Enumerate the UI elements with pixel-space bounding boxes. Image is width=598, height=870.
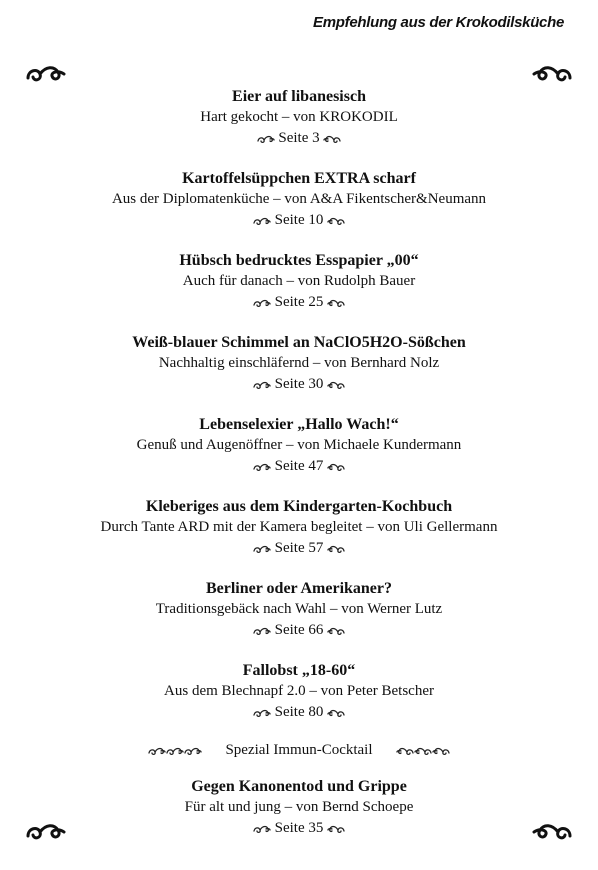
recipe-title: Eier auf libanesisch — [232, 88, 366, 105]
small-swirl-icon — [327, 626, 345, 636]
recipe-subtitle: Aus der Diplomatenküche – von A&A Fikentscher&Neumann — [111, 191, 487, 207]
page-number: Seite 47 — [274, 458, 324, 474]
recipe-entry-final — [0, 776, 598, 839]
small-swirl-icon — [327, 462, 345, 472]
small-swirl-icon — [323, 134, 341, 144]
page-number: Seite 25 — [274, 294, 324, 310]
small-swirl-icon — [253, 298, 271, 308]
recipe-subtitle: Hart gekocht – von KROKODIL — [200, 109, 398, 125]
page-number: Seite 66 — [274, 622, 324, 638]
page-number: Seite 3 — [278, 130, 320, 146]
small-swirl-icon — [253, 216, 271, 226]
page-number: Seite 30 — [274, 376, 324, 392]
page-reference — [0, 374, 598, 395]
page-reference — [0, 128, 598, 149]
page-number: Seite 35 — [274, 820, 324, 836]
recipe-subtitle: Auch für danach – von Rudolph Bauer — [182, 273, 416, 289]
small-swirl-icon — [184, 746, 202, 756]
recipe-title: Gegen Kanonentod und Grippe — [191, 778, 407, 795]
small-swirl-icon — [166, 746, 184, 756]
swirl-ornament-icon — [530, 62, 574, 86]
page-number: Seite 80 — [274, 704, 324, 720]
page-reference — [0, 818, 598, 839]
recipe-subtitle: Für alt und jung – von Bernd Schoepe — [184, 799, 414, 815]
recipe-entry — [0, 414, 598, 496]
small-swirl-icon — [253, 626, 271, 636]
recipe-entry — [0, 578, 598, 660]
small-swirl-icon — [414, 746, 432, 756]
recipe-title: Kleberiges aus dem Kindergarten-Kochbuch — [145, 498, 453, 515]
recipe-subtitle: Aus dem Blechnapf 2.0 – von Peter Betscher — [164, 683, 434, 699]
recipe-subtitle: Durch Tante ARD mit der Kamera begleitet – von Uli Gellermann — [100, 519, 498, 535]
small-swirl-icon — [327, 380, 345, 390]
page-number: Seite 10 — [274, 212, 324, 228]
recipe-entry — [0, 496, 598, 578]
recipe-title: Berliner oder Amerikaner? — [205, 580, 393, 597]
recipe-title: Kartoffelsüppchen EXTRA scharf — [182, 170, 416, 187]
page-reference — [0, 620, 598, 641]
small-swirl-icon — [396, 746, 414, 756]
page-reference — [0, 538, 598, 559]
page-reference — [0, 456, 598, 477]
recipe-entry — [0, 168, 598, 250]
small-swirl-icon — [148, 746, 166, 756]
small-swirl-icon — [327, 544, 345, 554]
small-swirl-icon — [253, 544, 271, 554]
special-section-heading — [0, 740, 598, 761]
small-swirl-icon — [253, 824, 271, 834]
recipe-entry — [0, 660, 598, 742]
small-swirl-icon — [327, 708, 345, 718]
swirl-ornament-icon — [24, 62, 68, 86]
recipe-title: Lebenselexier „Hallo Wach!“ — [199, 416, 399, 433]
small-swirl-icon — [257, 134, 275, 144]
small-swirl-icon — [327, 216, 345, 226]
recipe-title: Weiß-blauer Schimmel an NaClO5H2O-Sößchen — [132, 334, 466, 351]
recipe-subtitle: Genuß und Augenöffner – von Michaele Kundermann — [136, 437, 462, 453]
recipe-list — [0, 86, 598, 742]
page-reference — [0, 702, 598, 723]
recipe-title: Hübsch bedrucktes Esspapier „00“ — [179, 252, 419, 269]
small-swirl-icon — [253, 462, 271, 472]
recipe-entry — [0, 332, 598, 414]
small-swirl-icon — [253, 380, 271, 390]
page-reference — [0, 292, 598, 313]
recipe-entry — [0, 250, 598, 332]
small-swirl-icon — [327, 824, 345, 834]
recipe-entry — [0, 86, 598, 168]
small-swirl-icon — [432, 746, 450, 756]
recipe-title: Fallobst „18-60“ — [242, 662, 356, 679]
page-header-title: Empfehlung aus der Krokodilsküche — [313, 14, 564, 31]
recipe-subtitle: Nachhaltig einschläfernd – von Bernhard Nolz — [158, 355, 440, 371]
recipe-subtitle: Traditionsgebäck nach Wahl – von Werner Lutz — [155, 601, 443, 617]
special-label: Spezial Immun-Cocktail — [225, 742, 373, 758]
page-reference — [0, 210, 598, 231]
small-swirl-icon — [253, 708, 271, 718]
small-swirl-icon — [327, 298, 345, 308]
page-number: Seite 57 — [274, 540, 324, 556]
